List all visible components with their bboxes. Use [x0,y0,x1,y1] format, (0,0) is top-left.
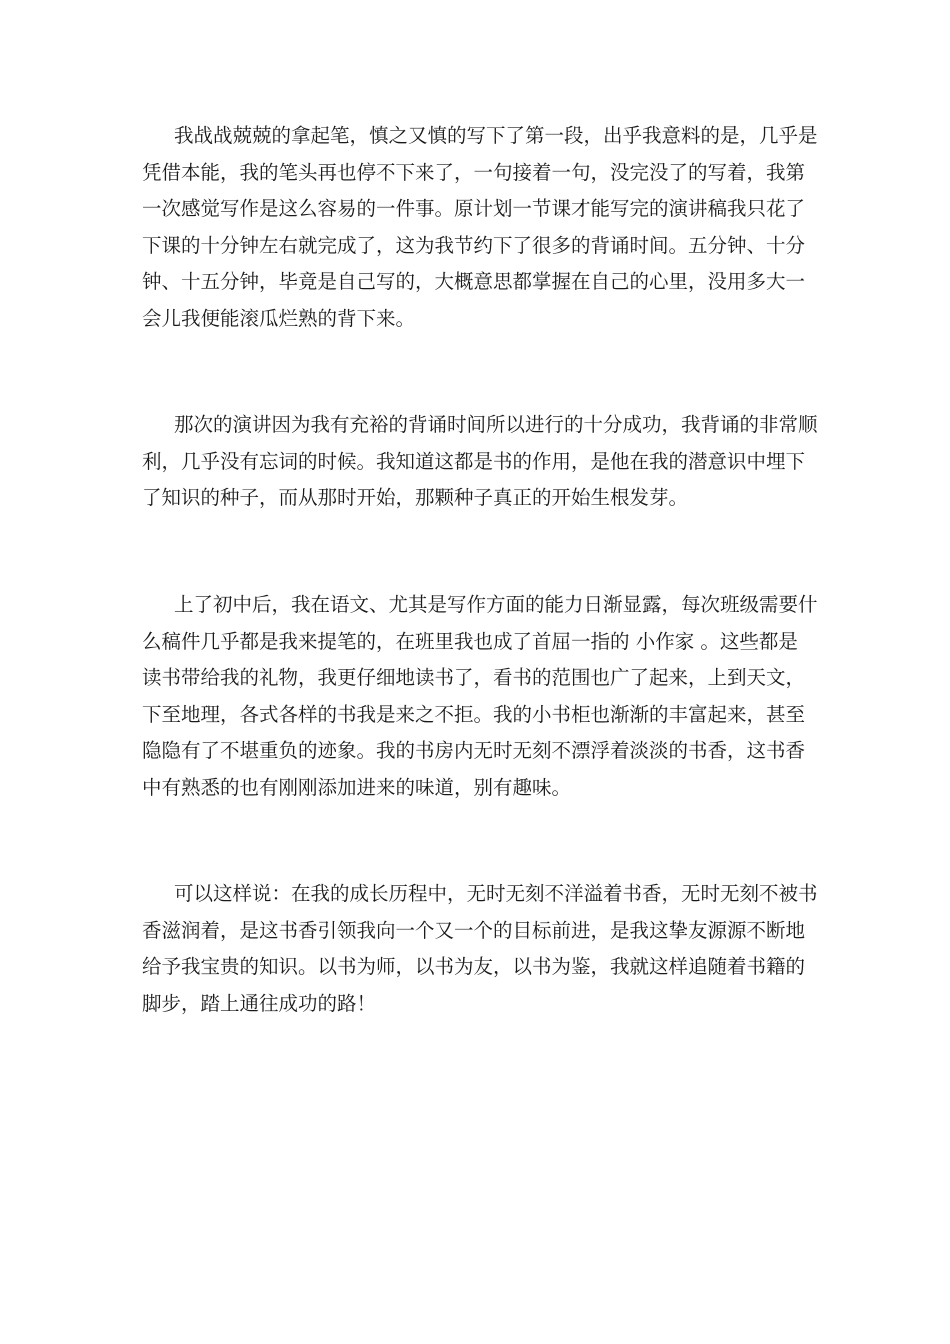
paragraph-line: 隐隐有了不堪重负的迹象。我的书房内无时无刻不漂浮着淡淡的书香，这书香 [142,739,806,762]
paragraph-line: 了知识的种子，而从那时开始，那颗种子真正的开始生根发芽。 [142,486,689,509]
paragraph-4 [142,876,818,1022]
paragraph-2 [142,407,818,517]
paragraph-line: 读书带给我的礼物，我更仔细地读书了，看书的范围也广了起来，上到天文， [142,666,806,689]
paragraph-line: 下课的十分钟左右就完成了，这为我节约下了很多的背诵时间。五分钟、十分 [142,233,806,257]
paragraph-line: 脚步，踏上通往成功的路！ [142,991,377,1015]
paragraph-line: 可以这样说：在我的成长历程中，无时无刻不洋溢着书香，无时无刻不被书 [174,882,818,905]
paragraph-line: 一次感觉写作是这么容易的一件事。原计划一节课才能写完的演讲稿我只花了 [142,197,806,220]
paragraph-line: 下至地理，各式各样的书我是来之不拒。我的小书柜也渐渐的丰富起来，甚至 [142,702,806,726]
paragraph-line: 给予我宝贵的知识。以书为师，以书为友，以书为鉴，我就这样追随着书籍的 [142,955,806,978]
paragraph-line: 中有熟悉的也有刚刚添加进来的味道，别有趣味。 [142,775,572,799]
paragraph-line: 我战战兢兢的拿起笔，慎之又慎的写下了第一段，出乎我意料的是，几乎是 [174,124,818,147]
paragraph-line: 香滋润着，是这书香引领我向一个又一个的目标前进，是我这挚友源源不断地 [142,918,806,942]
paragraph-line: 会儿我便能滚瓜烂熟的背下来。 [142,306,416,330]
paragraph-line: 利，几乎没有忘词的时候。我知道这都是书的作用，是他在我的潜意识中埋下 [142,449,806,473]
paragraph-line: 么稿件几乎都是我来提笔的，在班里我也成了首屈一指的 小作家 。这些都是 [142,629,798,653]
paragraph-3 [142,587,818,806]
paragraph-line: 那次的演讲因为我有充裕的背诵时间所以进行的十分成功，我背诵的非常顺 [174,413,818,436]
paragraph-line: 钟、十五分钟，毕竟是自己写的，大概意思都掌握在自己的心里，没用多大一 [142,270,806,293]
paragraph-1 [142,118,818,337]
paragraph-line: 凭借本能，我的笔头再也停不下来了，一句接着一句，没完没了的写着，我第 [142,160,806,184]
paragraph-line: 上了初中后，我在语文、尤其是写作方面的能力日渐显露，每次班级需要什 [174,593,818,616]
